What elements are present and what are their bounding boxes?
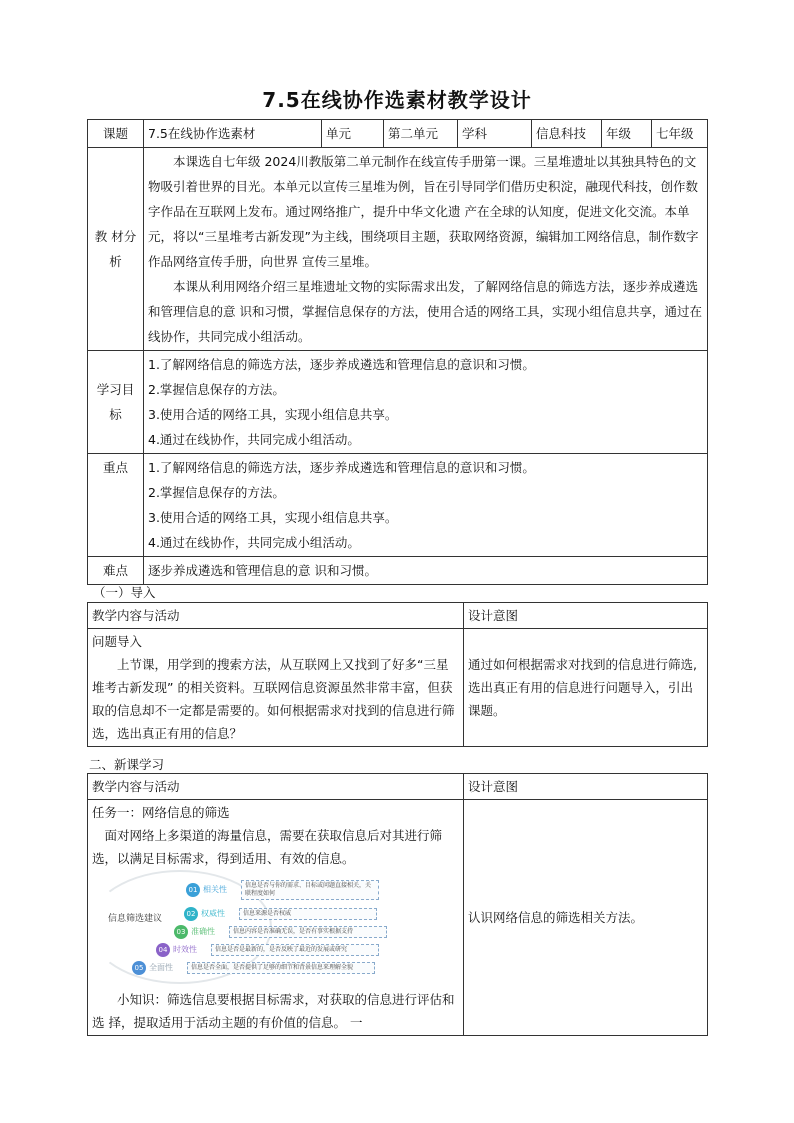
task-text: 面对网络上多渠道的海量信息，需要在获取信息后对其进行筛选，以满足目标需求，得到适用、有效的信息。: [92, 828, 443, 866]
intro-activity-title: 问题导入: [92, 634, 143, 649]
intro-activity-text: 上节课，用学到的搜索方法，从互联网上又找到了好多“三星堆考古新发现” 的相关资料。互联网信息资源虽然非常丰富，但获取的信息却不一定都是需要的。如何根据需求对找到的信息进行筛选，选出真正有用的信息？: [92, 657, 455, 741]
objective-item: 4.通过在线协作，共同完成小组活动。: [148, 432, 360, 447]
intro-header-row: [88, 603, 708, 629]
analysis-label: 教 材分析: [88, 148, 144, 351]
newlesson-col-intent: 设计意图: [464, 774, 708, 800]
keypoints-content: [144, 454, 708, 557]
grade-value: 七年级: [652, 120, 708, 148]
lesson-info-table: [87, 119, 708, 585]
keypoint-item: 1.了解网络信息的筛选方法，逐步养成遴选和管理信息的意识和习惯。: [148, 460, 535, 475]
grade-label: 年级: [602, 120, 652, 148]
filter-suggestion-figure: [98, 878, 388, 978]
subject-value: 信息科技: [532, 120, 602, 148]
newlesson-intent-cell: 认识网络信息的筛选相关方法。: [464, 800, 708, 1036]
figure-row: [132, 956, 375, 979]
figure-title: 信息筛选建议: [108, 914, 163, 924]
newlesson-body-row: [88, 800, 708, 1036]
tip-text: 小知识：筛选信息要根据目标需求，对获取的信息进行评估和选 择，提取适用于活动主题的有价值的信息。 一: [92, 992, 455, 1030]
topic-value: 7.5在线协作选素材: [144, 120, 322, 148]
section1-heading: （一）导入: [93, 585, 156, 600]
newlesson-activity-cell: [88, 800, 464, 1036]
lesson-header-row: [88, 120, 708, 148]
keypoint-item: 4.通过在线协作，共同完成小组活动。: [148, 535, 360, 550]
figure-row-desc: 信息是否全面，是否提供了足够的细节和背景信息来理解全貌: [187, 962, 375, 974]
intro-col-activity: 教学内容与活动: [88, 603, 464, 629]
subject-label: 学科: [458, 120, 532, 148]
intro-col-intent: 设计意图: [464, 603, 708, 629]
objectives-row: [88, 351, 708, 454]
figure-row-desc: 信息内容是否准确无误，是否有事实根据支持: [229, 926, 387, 938]
keypoint-item: 2.掌握信息保存的方法。: [148, 485, 285, 500]
difficulty-content: 逐步养成遴选和管理信息的意 识和习惯。: [144, 557, 708, 585]
keypoint-item: 3.使用合适的网络工具，实现小组信息共享。: [148, 510, 398, 525]
section2-heading: 二、新课学习: [89, 757, 165, 772]
difficulty-label: 难点: [88, 557, 144, 585]
intro-table: [87, 602, 708, 747]
intro-intent-cell: 通过如何根据需求对找到的信息进行筛选,选出真正有用的信息进行问题导入，引出课题。: [464, 629, 708, 747]
newlesson-header-row: [88, 774, 708, 800]
figure-number-badge: 01: [186, 883, 200, 897]
figure-row-desc: 信息来源是否权威: [239, 908, 377, 920]
intro-body-row: [88, 629, 708, 747]
figure-row-desc: 信息是否与你的需求、目标或问题直接相关，关联程度如何: [241, 880, 379, 900]
keypoints-row: [88, 454, 708, 557]
figure-number-badge: 04: [156, 943, 170, 957]
figure-row-label: 相关性: [203, 885, 227, 894]
objective-item: 3.使用合适的网络工具，实现小组信息共享。: [148, 407, 398, 422]
unit-label: 单元: [322, 120, 384, 148]
topic-label: 课题: [88, 120, 144, 148]
newlesson-col-activity: 教学内容与活动: [88, 774, 464, 800]
intro-activity-cell: [88, 629, 464, 747]
task-title: 任务一：网络信息的筛选: [92, 805, 230, 820]
objectives-label: 学习目标: [88, 351, 144, 454]
figure-row: [186, 878, 379, 901]
objective-item: 2.掌握信息保存的方法。: [148, 382, 285, 397]
keypoints-label: 重点: [88, 454, 144, 557]
analysis-content: [144, 148, 708, 351]
figure-row-label: 时效性: [173, 945, 197, 954]
unit-value: 第二单元: [384, 120, 458, 148]
analysis-row: [88, 148, 708, 351]
difficulty-row: [88, 557, 708, 585]
objectives-content: [144, 351, 708, 454]
document-title: 7.5在线协作选素材教学设计: [262, 88, 532, 112]
figure-row-label: 权威性: [201, 909, 225, 918]
objective-item: 1.了解网络信息的筛选方法，逐步养成遴选和管理信息的意识和习惯。: [148, 357, 535, 372]
figure-row-label: 准确性: [191, 927, 215, 936]
figure-number-badge: 03: [174, 925, 188, 939]
analysis-paragraph: 本课选自七年级 2024川教版第二单元制作在线宣传手册第一课。三星堆遗址以其独具特色的文物吸引着世界的目光。本单元以宣传三星堆为例，旨在引导同学们借历史积淀，融现代科技，创作数字作品在互联网上发布。通过网络推广，提升中华文化遗 产在全球的认知度，促进文化交流。本单元，将以“三星堆考古新发现”为主线，围绕项目主题，获取网络资源，编辑加工网络信息，制作数字作品网络宣传手册，向世界 宣传三星堆。: [148, 154, 699, 269]
figure-number-badge: 02: [184, 907, 198, 921]
figure-row-label: 全面性: [149, 963, 173, 972]
figure-number-badge: 05: [132, 961, 146, 975]
analysis-paragraph: 本课从利用网络介绍三星堆遗址文物的实际需求出发，了解网络信息的筛选方法，逐步养成遴选和管理信息的意 识和习惯，掌握信息保存的方法，使用合适的网络工具，实现小组信息共享，通过在线协作，共同完成小组活动。: [148, 279, 702, 344]
figure-row-desc: 信息是否是最新的，是否反映了最近的发展或研究: [211, 944, 379, 956]
newlesson-table: [87, 773, 708, 1036]
